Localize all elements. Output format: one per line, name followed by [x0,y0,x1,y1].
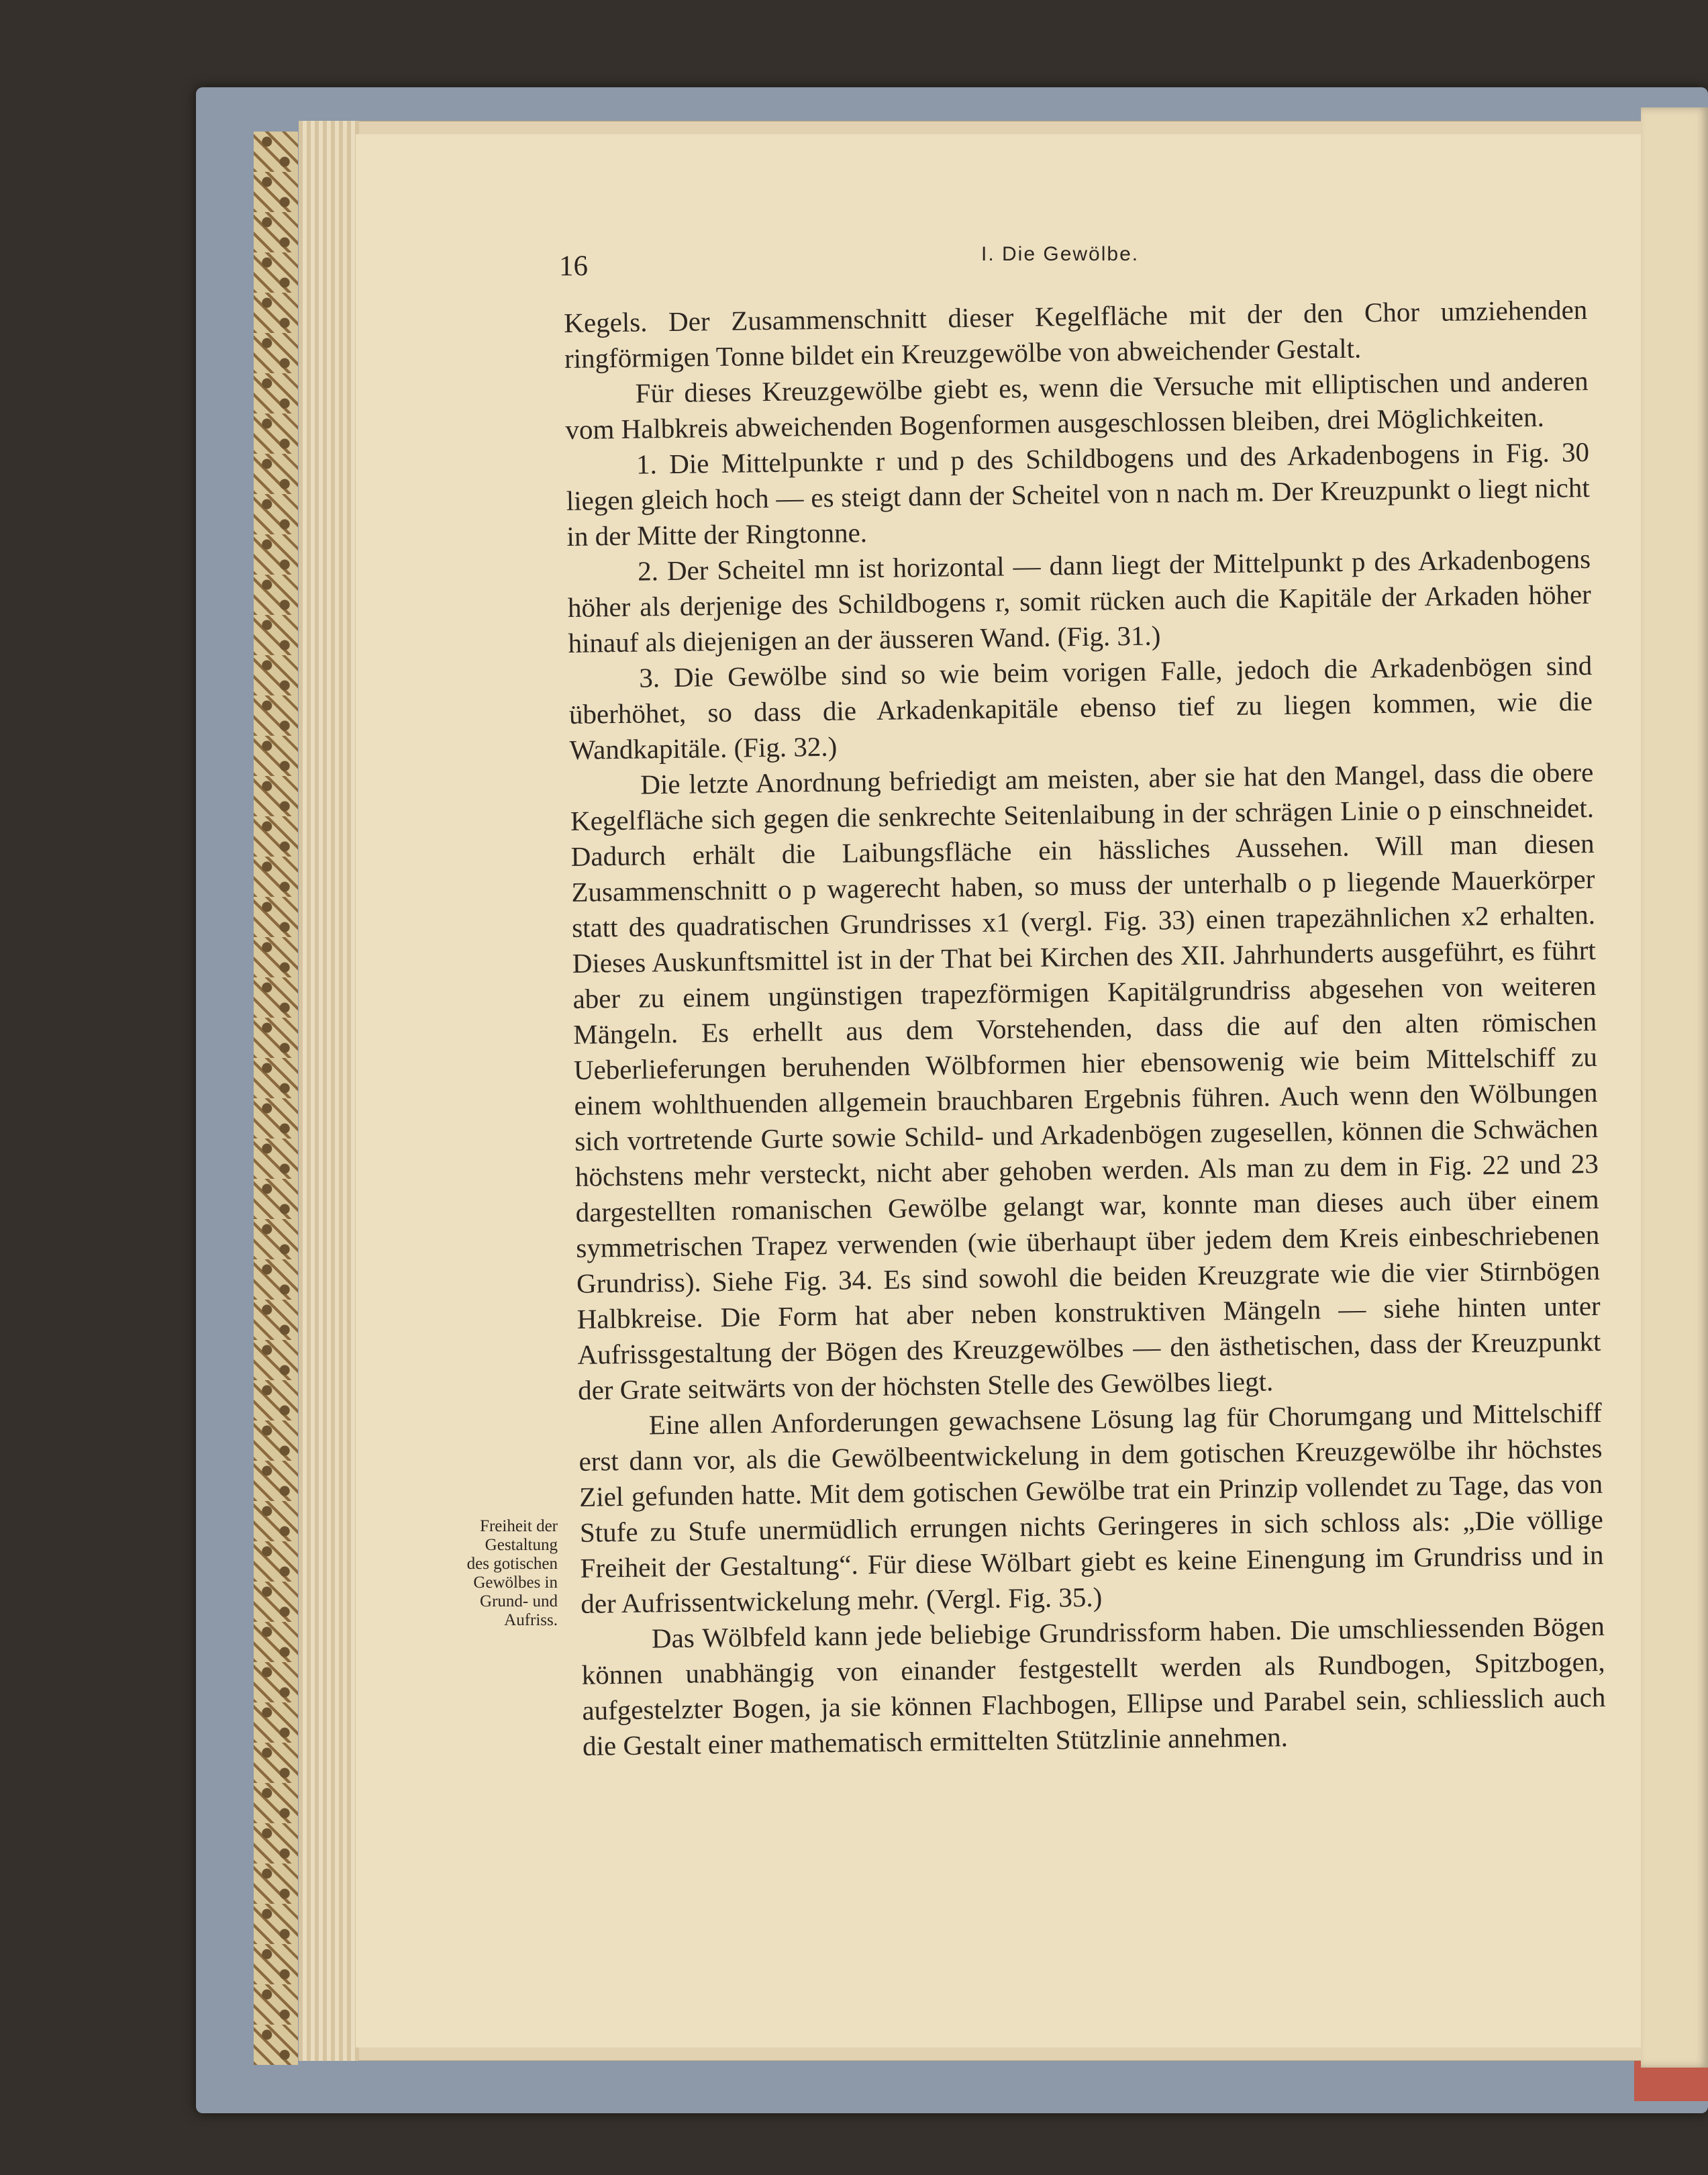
paragraph: Das Wölbfeld kann jede beliebige Grundrissform haben. Die umschliessenden Bögen können unabhängig von einander festgestellt werden als Rundbogen, Spitzbogen, aufgestelzter Bogen, ja sie können Flachbogen, Ellipse und Parabel sein, schliesslich auch die Gestalt einer mathematisch ermittelten Stützlinie annehmen. [581,1610,1606,1761]
paragraph: Die letzte Anordnung befriedigt am meisten, aber sie hat den Mangel, dass die obere Kegelfläche sich gegen die senkrechte Seitenlaibung in der schrägen Linie o p einschneidet. Dadurch erhält die Laibungsfläche ein hässliches Aussehen. Will man diesen Zusammenschnitt o p wagerecht haben, so muss der unterhalb o p liegende Mauerkörper statt des quadratischen Grundrisses x1 (vergl. Fig. 33) einen trapezähnlichen x2 erhalten. Dieses Auskunftsmittel ist in der That bei Kirchen des XII. Jahrhunderts ausgeführt, es führt aber zu einem ungünstigen trapezförmigen Kapitälgrundriss abgesehen von weiteren Mängeln. Es erhellt aus dem Vorstehenden, dass die auf den alten römischen Ueberlieferungen beruhenden Wölbformen hier ebensowenig wie beim Mittelschiff zu einem wohlthuenden allgemein brauchbaren Ergebnis führen. Auch wenn den Wölbungen sich vortretende Gurte sowie Schild- und Arkadenbögen zugesellen, können die Schwächen höchstens mehr versteckt, nicht aber gehoben werden. Als man zu dem in Fig. 22 und 23 dargestellten romanischen Gewölbe gelangt war, konnte man dieses auch über einem symmetrischen Trapez verwenden (wie überhaupt über jedem dem Kreis einbeschriebenen Grundriss). Siehe Fig. 34. Es sind sowohl die beiden Kreuzgrate wie die vier Stirnbögen Halbkreise. Die Form hat aber neben konstruktiven Mängeln — siehe hinten unter Aufrissgestaltung der Bögen des Kreuzgewölbes — den ästhetischen, dass der Kreuzpunkt der Grate seitwärts von der höchsten Stelle des Gewölbes liegt. [570,756,1601,1406]
paragraph: Für dieses Kreuzgewölbe giebt es, wenn die Versuche mit elliptischen und anderen vom Halbkreis abweichenden Bogenformen ausgeschlossen bleiben, drei Möglichkeiten. [565,365,1589,445]
paragraph: Eine allen Anforderungen gewachsene Lösung lag für Chorumgang und Mittelschiff erst dann vor, als die Gewölbeentwickelung in dem gotischen Kreuzgewölbe ihr höchstes Ziel gefunden hatte. Mit dem gotischen Gewölbe trat ein Prinzip vollendet zu Tage, das von Stufe zu Stufe unermüdlich errungen nichts Geringeres in sich schloss als: „Die völlige Freiheit der Gestaltung“. Für diese Wölbart giebt es keine Einengung im Grundriss und in der Aufrissentwickelung mehr. (Vergl. Fig. 35.) [579,1396,1604,1619]
paragraph: 3. Die Gewölbe sind so wie beim vorigen Falle, jedoch die Arkadenbögen sind überhöhet, so dass die Arkadenkapitäle ebenso tief zu liegen kommen, wie die Wandkapitäle. (Fig. 32.) [568,649,1593,765]
paragraph: 2. Der Scheitel mn ist horizontal — dann liegt der Mittelpunkt p des Arkadenbogens höher als derjenige des Schildbogens r, somit rücken auch die Kapitäle der Arkaden höher hinauf als diejenigen an der äusseren Wand. (Fig. 31.) [567,543,1592,659]
paragraph: Kegels. Der Zusammenschnitt dieser Kegelfläche mit der den Chor umziehenden ringförmigen Tonne bildet ein Kreuzgewölbe von abweichender Gestalt. [564,294,1588,374]
margin-note: Freiheit der Gestaltung des gotischen Gewölbes in Grund- und Aufriss. [466,1517,558,1629]
running-head: I. Die Gewölbe. [981,243,1140,265]
body-text [564,292,1606,1764]
paragraph: 1. Die Mittelpunkte r und p des Schildbogens und des Arkadenbogens in Fig. 30 liegen gleich hoch — es steigt dann der Scheitel von n nach m. Der Kreuzpunkt o liegt nicht in der Mitte der Ringtonne. [566,436,1590,552]
page-number: 16 [559,250,588,282]
